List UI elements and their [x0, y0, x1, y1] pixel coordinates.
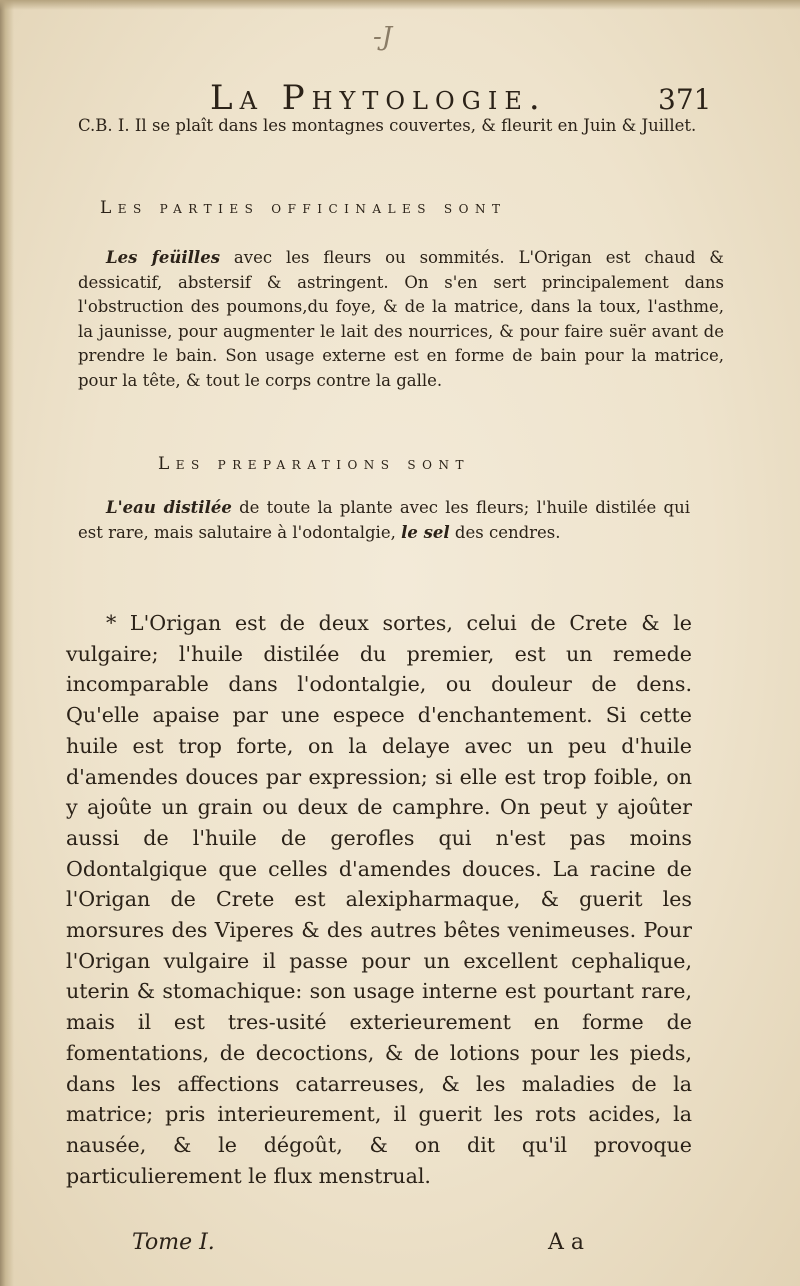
prep-text-first: de toute la plante avec les fleurs; l'huile distilée qui est rare, mais salutaire à l'odontalgie, [78, 498, 690, 542]
preparations-paragraph [78, 496, 690, 545]
parts-text: avec les fleurs ou sommités. L'Origan est chaud & dessicatif, abstersif & astringent. On s'en sert principalement dans l'obstruction des poumons,du foye, & de la matrice, dans la toux, l'asthme, la jaunisse, pour augmenter le lait des nourrices, & pour faire suër avant de prendre le bain. Son usage externe est en forme de bain pour la matrice, pour la tête, & tout le corps contre la galle. [78, 248, 724, 390]
prep-second-term: le sel [401, 522, 450, 542]
officinal-parts-paragraph [78, 246, 724, 394]
page-top-edge-shadow [0, 0, 800, 10]
page-number: 371 [658, 83, 712, 116]
prep-text-second: des cendres. [449, 522, 561, 542]
heading-officinal-parts: Les parties officinales sont [100, 198, 507, 218]
parts-lead-term: Les feüilles [106, 248, 220, 267]
origan-note-paragraph: * L'Origan est de deux sortes, celui de Crete & le vulgaire; l'huile distilée du premier, est un remede incomparable dans l'odontalgie, ou douleur de dens. Qu'elle apaise par une espece d'enchantement. Si cette huile est trop forte, on la delaye avec un peu d'huile d'amendes douces par expression; si elle est trop foible, on y ajoûte un grain ou deux de camphre. On peut y ajoûter aussi de l'huile de gerofles qui n'est pas moins Odontalgique que celles d'amendes douces. La racine de l'Origan de Crete est alexipharmaque, & guerit les morsures des Viperes & des autres bêtes venimeuses. Pour l'Origan vulgaire il passe pour un excellent cephalique, uterin & stomachique: son usage interne est pourtant rare, mais il est tres-usité exterieurement en forme de fomentations, de decoctions, & de lotions pour les pieds, dans les affections catarreuses, & les maladies de la matrice; pris interieurement, il guerit les rots acides, la nausée, & le dégoût, & on dit qu'il provoque particulierement le flux menstrual. [66, 611, 692, 1188]
heading-preparations: Les preparations sont [158, 454, 470, 474]
volume-label: Tome I. [132, 1230, 215, 1255]
habitat-paragraph: C.B. I. Il se plaît dans les montagnes couvertes, & fleurit en Juin & Juillet. [78, 116, 697, 135]
stray-ink-mark: -J [373, 22, 393, 52]
signature-mark: A a [548, 1230, 584, 1255]
page-left-edge-shadow [0, 0, 14, 1286]
prep-lead-term: L'eau distilée [106, 498, 232, 517]
running-title: La Phytologie. [210, 78, 547, 118]
